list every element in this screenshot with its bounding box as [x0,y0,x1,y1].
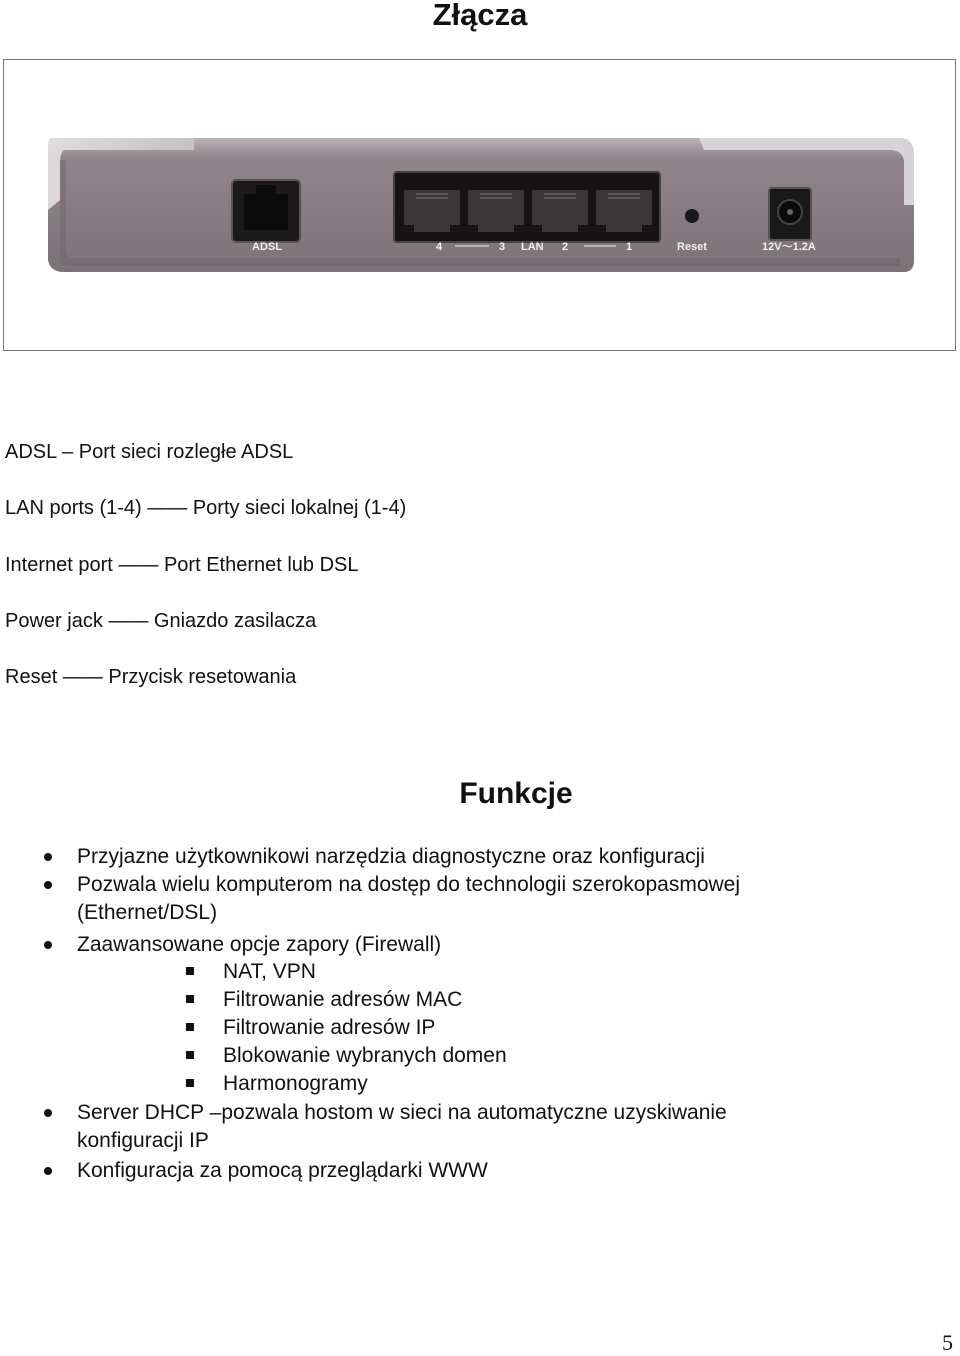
bullet-icon [44,941,52,949]
feature-item-continuation: (Ethernet/DSL) [77,901,218,924]
label-lan: LAN [521,241,544,253]
square-bullet-icon [186,967,194,975]
bullet-icon [44,881,52,889]
feature-item: Przyjazne użytkownikowi narzędzia diagnostyczne oraz konfiguracji [77,845,705,868]
square-bullet-icon [186,1051,194,1059]
firewall-subitem: Harmonogramy [223,1072,368,1095]
label-port-3: 3 [499,241,506,253]
label-port-1: 1 [626,241,633,253]
connector-power-jack: Power jack —— Gniazdo zasilacza [5,610,317,632]
page-title: Złącza [432,0,528,32]
connector-adsl: ADSL – Port sieci rozległe ADSL [5,441,294,463]
connector-internet-port: Internet port —— Port Ethernet lub DSL [5,554,359,576]
firewall-subitem: Blokowanie wybranych domen [223,1044,507,1067]
label-adsl: ADSL [252,241,282,253]
router-rear-photo [3,59,956,351]
connector-reset: Reset —— Przycisk resetowania [5,666,297,688]
features-heading: Funkcje [459,777,573,810]
label-power: 12V～1.2A [762,241,816,253]
square-bullet-icon [186,1079,194,1087]
feature-item: Server DHCP –pozwala hostom w sieci na automatyczne uzyskiwanie [77,1101,727,1124]
square-bullet-icon [186,995,194,1003]
label-reset: Reset [677,241,707,253]
bullet-icon [44,1167,52,1175]
router-rear-illustration [4,60,957,352]
firewall-subitem: Filtrowanie adresów MAC [223,988,463,1011]
label-port-4: 4 [436,241,443,253]
bullet-icon [44,853,52,861]
feature-item: Pozwala wielu komputerom na dostęp do technologii szerokopasmowej [77,873,741,896]
bullet-icon [44,1109,52,1117]
feature-item: Zaawansowane opcje zapory (Firewall) [77,933,442,956]
reset-button [685,209,699,223]
firewall-subitem: NAT, VPN [223,960,316,983]
label-port-2: 2 [562,241,569,253]
square-bullet-icon [186,1023,194,1031]
page-number: 5 [942,1330,953,1355]
connector-lan-ports: LAN ports (1-4) —— Porty sieci lokalnej (1-4) [5,497,407,519]
firewall-subitem: Filtrowanie adresów IP [223,1016,436,1039]
feature-item: Konfiguracja za pomocą przeglądarki WWW [77,1159,488,1182]
feature-item-continuation: konfiguracji IP [77,1129,209,1152]
